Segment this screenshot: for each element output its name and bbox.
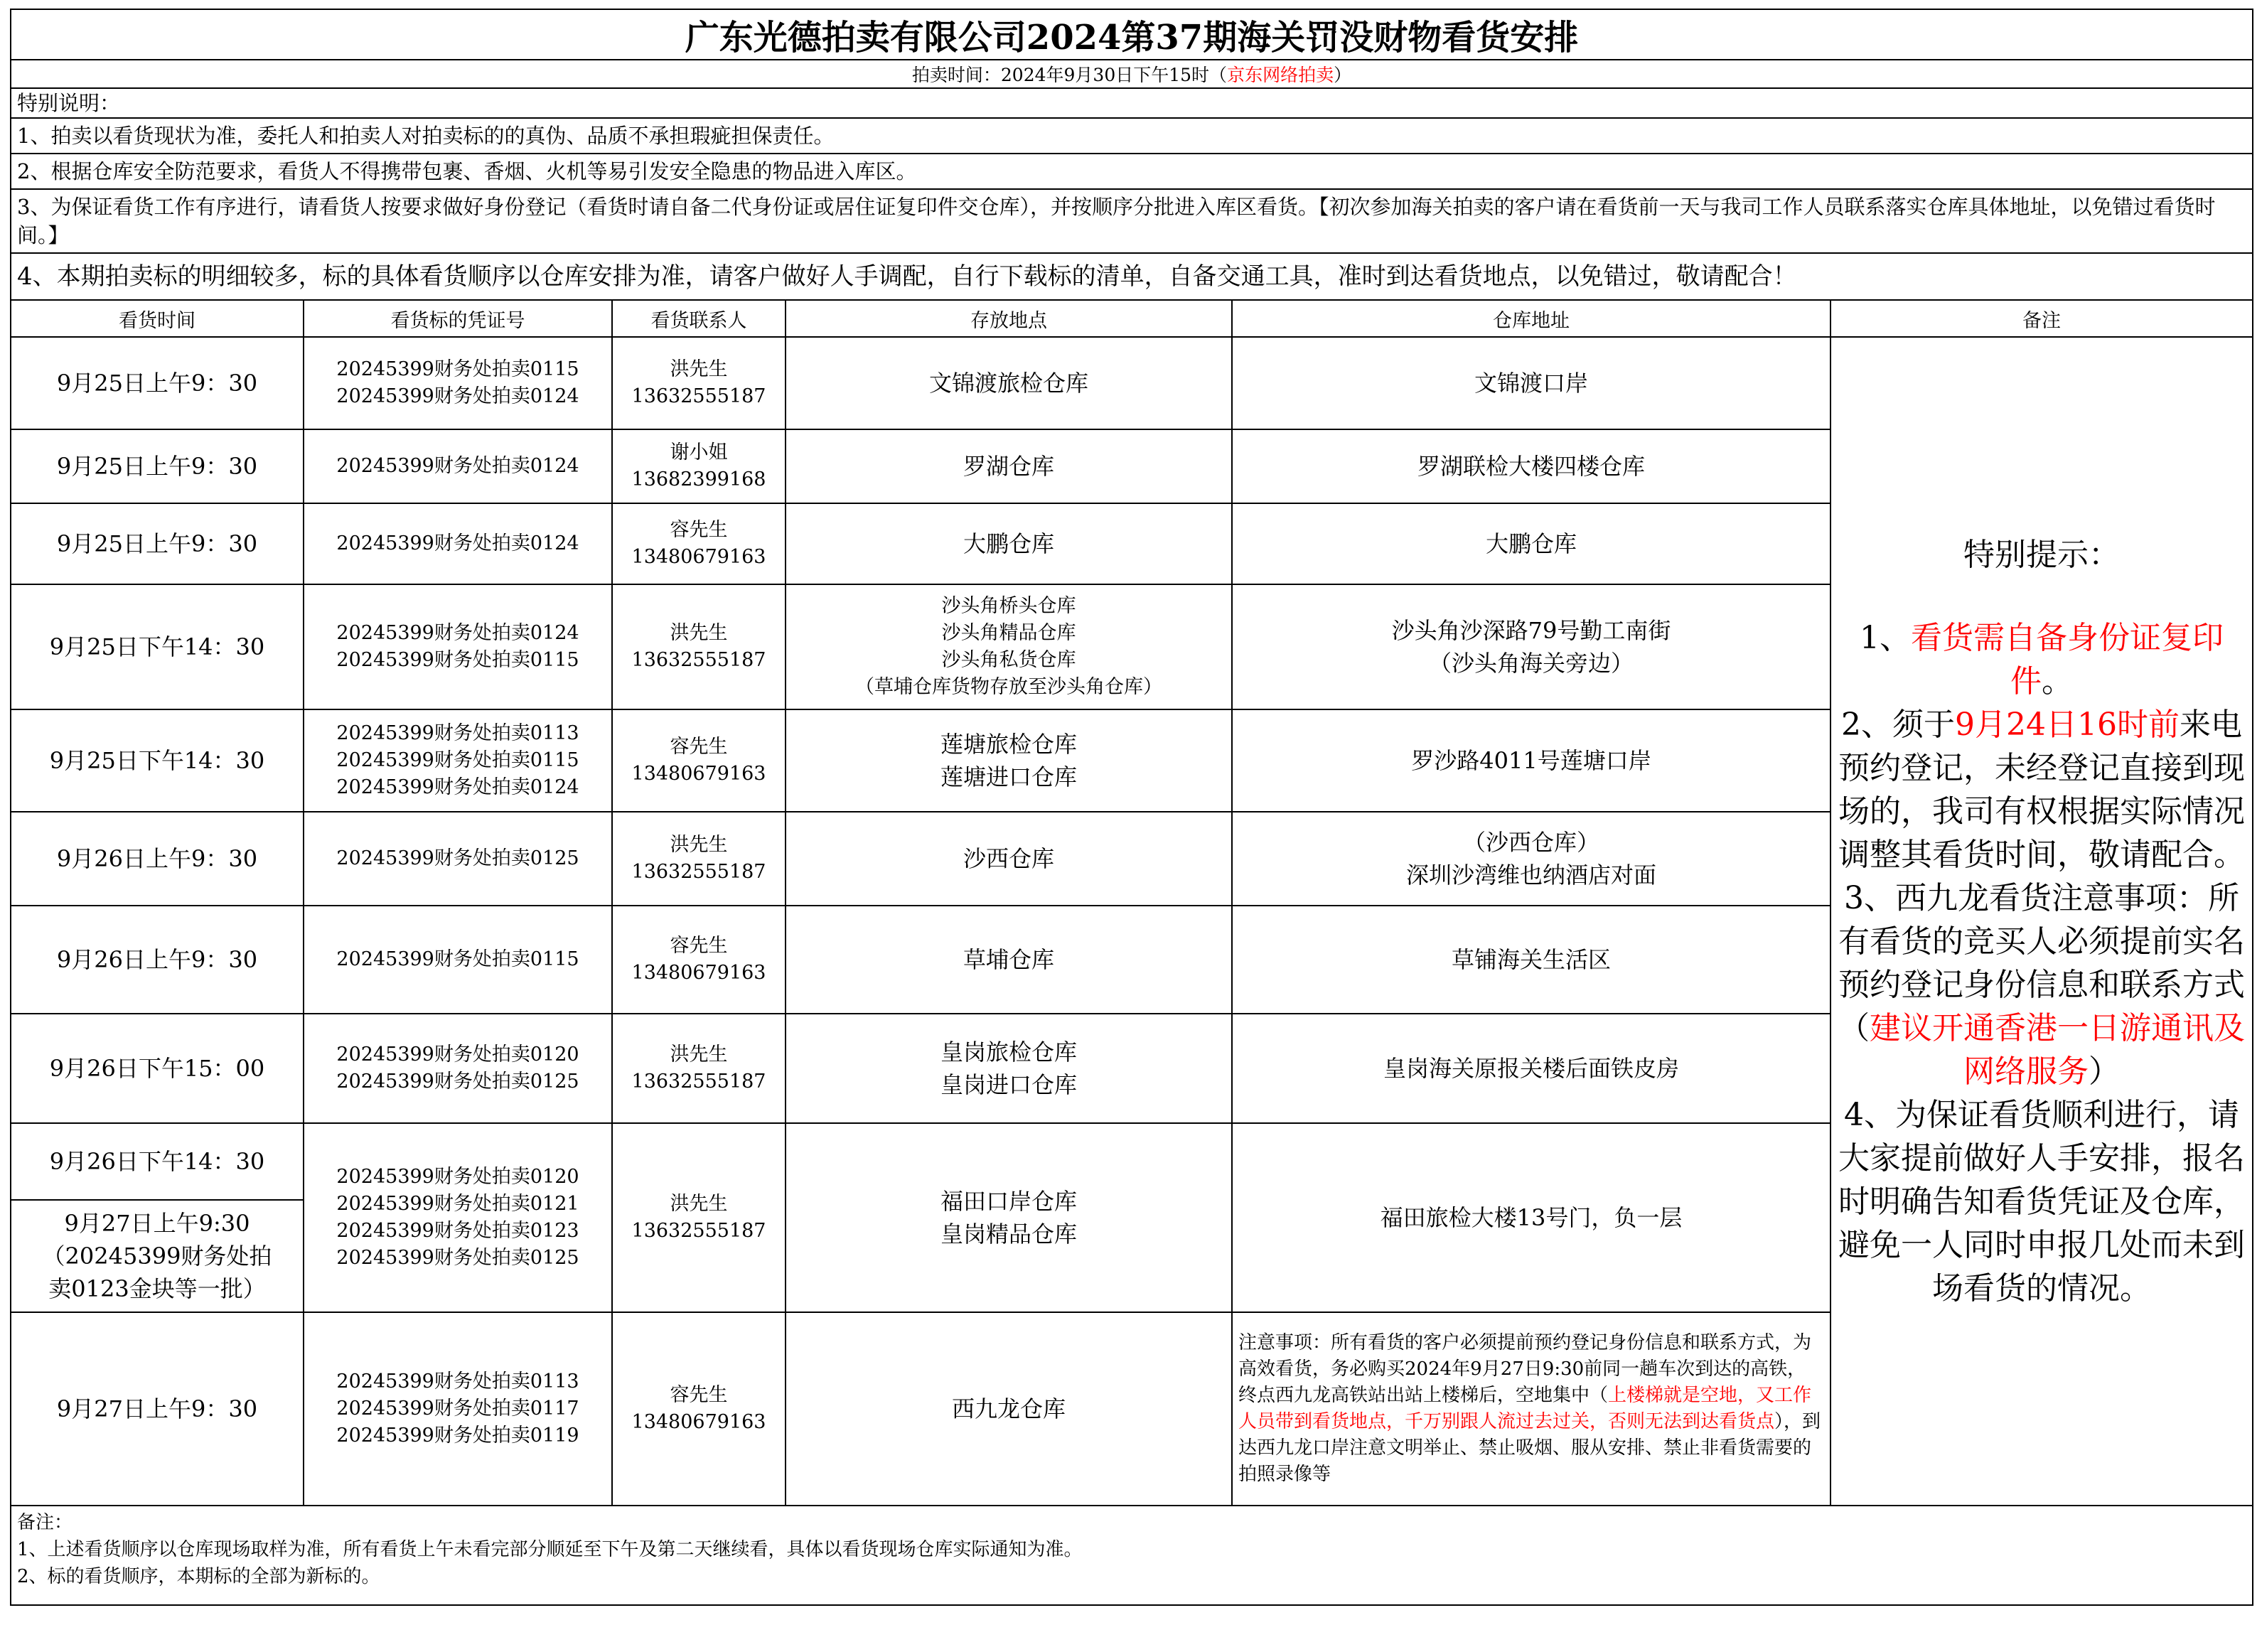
storage-location	[786, 906, 1232, 1014]
header-time: 看货时间	[11, 300, 304, 337]
address-line: （沙西仓库）	[1462, 829, 1599, 856]
view-time	[11, 1123, 304, 1312]
location-line: 莲塘进口仓库	[940, 763, 1077, 790]
storage-location	[786, 429, 1232, 503]
page-title: 广东光德拍卖有限公司2024第37期海关罚没财物看货安排	[11, 9, 2253, 60]
voucher-number: 20245399财务处拍卖0113	[336, 1371, 579, 1393]
view-time-first: 9月26日下午14：30	[11, 1124, 303, 1201]
header-contact: 看货联系人	[612, 300, 786, 337]
location-line: 沙头角私货仓库	[941, 649, 1076, 671]
note-item-4: 4、本期拍卖标的明细较多，标的具体看货顺序以仓库安排为准，请客户做好人手调配，自行下载标的清单，自备交通工具，准时到达看货地点，以免错过，敬请配合！	[11, 253, 2253, 300]
tip-1	[1838, 616, 2245, 703]
voucher-cell	[304, 812, 612, 906]
footer-item-1: 1、上述看货顺序以仓库现场取样为准，所有看货上午未看完部分顺延至下午及第二天继续看，具体以看货现场仓库实际通知为准。	[17, 1539, 1083, 1560]
storage-location	[786, 503, 1232, 584]
footer-item-2: 2、标的看货顺序，本期标的全部为新标的。	[17, 1566, 380, 1587]
schedule-sheet	[10, 9, 2252, 1643]
warehouse-address	[1232, 1123, 1830, 1312]
warehouse-address	[1232, 337, 1830, 429]
note-item-3: 3、为保证看货工作有序进行，请看货人按要求做好身份登记（看货时请自备二代身份证或居住证复印件交仓库），并按顺序分批进入库区看货。【初次参加海关拍卖的客户请在看货前一天与我司工作人员联系落实仓库具体地址，以免错过看货时间。】	[11, 189, 2253, 253]
notice-highlight: 上楼梯就是空地，又工作人员带到看货地点，千万别跟人流过去过关，否则无法到达看货点	[1238, 1385, 1812, 1432]
warehouse-address	[1232, 503, 1830, 584]
contact-name: 洪先生	[670, 1193, 728, 1215]
voucher-cell	[304, 584, 612, 709]
voucher-number: 20245399财务处拍卖0124	[336, 776, 579, 798]
auction-platform: 京东网络拍卖	[1227, 65, 1334, 85]
voucher-number: 20245399财务处拍卖0121	[336, 1193, 579, 1215]
contact-name: 洪先生	[670, 622, 728, 644]
warehouse-address	[1232, 906, 1830, 1014]
voucher-cell	[304, 503, 612, 584]
address-line: 深圳沙湾维也纳酒店对面	[1405, 862, 1656, 889]
warehouse-address	[1232, 709, 1830, 812]
contact-phone: 13682399168	[631, 468, 766, 490]
view-time: 9月25日下午14：30	[11, 709, 304, 812]
location-line: 大鹏仓库	[963, 530, 1054, 557]
contact-cell	[612, 429, 786, 503]
warehouse-address	[1232, 584, 1830, 709]
address-line: 草铺海关生活区	[1451, 946, 1611, 973]
view-time: 9月25日上午9：30	[11, 429, 304, 503]
location-line: （草埔仓库货物存放至沙头角仓库）	[855, 676, 1162, 698]
warehouse-address	[1232, 429, 1830, 503]
location-line: 福田口岸仓库	[940, 1188, 1077, 1215]
contact-name: 洪先生	[670, 834, 728, 856]
contact-name: 谢小姐	[670, 441, 728, 463]
address-line: 罗湖联检大楼四楼仓库	[1417, 453, 1645, 480]
contact-cell	[612, 1123, 786, 1312]
storage-location	[786, 337, 1232, 429]
view-time: 9月25日上午9：30	[11, 503, 304, 584]
note-item-1: 1、拍卖以看货现状为准，委托人和拍卖人对拍卖标的的真伪、品质不承担瑕疵担保责任。	[11, 118, 2253, 154]
contact-name: 容先生	[670, 935, 728, 957]
voucher-cell	[304, 429, 612, 503]
tip-2	[1838, 703, 2245, 876]
tip-3-highlight: 建议开通香港一日游通讯及网络服务	[1870, 1009, 2245, 1090]
storage-location	[786, 812, 1232, 906]
tip-3	[1838, 876, 2245, 1093]
voucher-number: 20245399财务处拍卖0115	[336, 749, 579, 771]
location-line: 罗湖仓库	[963, 453, 1054, 480]
contact-phone: 13632555187	[631, 385, 766, 407]
header-remarks: 备注	[1830, 300, 2253, 337]
address-line: 皇岗海关原报关楼后面铁皮房	[1383, 1055, 1679, 1082]
location-line: 皇岗进口仓库	[940, 1071, 1077, 1098]
auction-time-close: ）	[1334, 65, 1352, 85]
address-line: 罗沙路4011号莲塘口岸	[1411, 747, 1651, 774]
storage-location	[786, 584, 1232, 709]
voucher-cell	[304, 337, 612, 429]
view-time: 9月27日上午9：30	[11, 1312, 304, 1506]
contact-phone: 13480679163	[631, 763, 766, 785]
voucher-number: 20245399财务处拍卖0124	[336, 622, 579, 644]
contact-name: 容先生	[670, 519, 728, 541]
voucher-cell	[304, 1014, 612, 1123]
location-line: 西九龙仓库	[951, 1395, 1066, 1422]
view-time: 9月26日下午15：00	[11, 1014, 304, 1123]
voucher-cell	[304, 1123, 612, 1312]
contact-name: 洪先生	[670, 1044, 728, 1066]
tip-4: 4、为保证看货顺利进行，请大家提前做好人手安排，报名时明确告知看货凭证及仓库，避免一人同时申报几处而未到场看货的情况。	[1838, 1096, 2245, 1307]
address-line: 大鹏仓库	[1485, 530, 1577, 557]
contact-name: 容先生	[670, 736, 728, 758]
address-line: 沙头角沙深路79号勤工南街	[1391, 617, 1671, 644]
footer-remarks	[11, 1506, 2253, 1605]
contact-phone: 13632555187	[631, 649, 766, 671]
notice-text: 注意事项：所有看货的客户必须提前预约登记身份信息和联系方式，为高效看货，务必购买2024年9月27日9:30前同一趟车次到达的高铁，终点西九龙高铁站出站上楼梯后，空地集中（	[1238, 1332, 1812, 1406]
address-line: 文锦渡口岸	[1474, 370, 1588, 397]
view-time-line: 卖0123金块等一批）	[48, 1275, 266, 1302]
footer-heading: 备注：	[17, 1512, 73, 1533]
location-line: 皇岗旅检仓库	[940, 1039, 1077, 1066]
warehouse-address	[1232, 812, 1830, 906]
notes-heading: 特别说明：	[11, 88, 2253, 118]
storage-location	[786, 709, 1232, 812]
note-item-2: 2、根据仓库安全防范要求，看货人不得携带包裹、香烟、火机等易引发安全隐患的物品进入库区。	[11, 154, 2253, 189]
voucher-number: 20245399财务处拍卖0124	[336, 532, 579, 554]
voucher-number: 20245399财务处拍卖0115	[336, 649, 579, 671]
contact-name: 容先生	[670, 1384, 728, 1406]
voucher-number: 20245399财务处拍卖0119	[336, 1425, 579, 1447]
location-line: 沙西仓库	[963, 845, 1054, 872]
address-line: 福田旅检大楼13号门，负一层	[1380, 1204, 1683, 1231]
location-line: 草埔仓库	[963, 946, 1054, 973]
view-time-line: 9月27日上午9:30	[64, 1210, 250, 1237]
tip-2-prefix: 2、须于	[1841, 706, 1955, 743]
contact-cell	[612, 906, 786, 1014]
voucher-cell	[304, 709, 612, 812]
location-line: 沙头角桥头仓库	[941, 595, 1076, 617]
contact-phone: 13632555187	[631, 861, 766, 883]
voucher-number: 20245399财务处拍卖0113	[336, 722, 579, 744]
contact-phone: 13480679163	[631, 546, 766, 568]
contact-cell	[612, 584, 786, 709]
tip-3-suffix: ）	[2089, 1053, 2120, 1090]
tip-3-prefix: 3、西九龙看货注意事项：所有看货的竞买人必须提前实名预约登记身份信息和联系方式（	[1838, 879, 2245, 1046]
voucher-number: 20245399财务处拍卖0123	[336, 1220, 579, 1242]
contact-cell	[612, 1312, 786, 1506]
voucher-number: 20245399财务处拍卖0124	[336, 455, 579, 477]
header-location: 存放地点	[786, 300, 1232, 337]
contact-cell	[612, 709, 786, 812]
tips-heading: 特别提示：	[1963, 536, 2120, 573]
schedule-table	[10, 9, 2253, 1606]
voucher-number: 20245399财务处拍卖0120	[336, 1166, 579, 1188]
contact-phone: 13480679163	[631, 1411, 766, 1433]
view-time-line: （20245399财务处拍	[42, 1243, 272, 1270]
header-address: 仓库地址	[1232, 300, 1830, 337]
contact-cell	[612, 1014, 786, 1123]
voucher-number: 20245399财务处拍卖0125	[336, 1247, 579, 1269]
tip-1-suffix: 。	[2042, 663, 2073, 699]
auction-time	[11, 60, 2253, 88]
voucher-number: 20245399财务处拍卖0125	[336, 847, 579, 869]
special-tips	[1830, 337, 2253, 1506]
contact-cell	[612, 337, 786, 429]
contact-phone: 13632555187	[631, 1071, 766, 1093]
view-time: 9月26日上午9：30	[11, 906, 304, 1014]
xijiulong-notice	[1232, 1312, 1830, 1506]
contact-cell	[612, 812, 786, 906]
voucher-number: 20245399财务处拍卖0124	[336, 385, 579, 407]
location-line: 莲塘旅检仓库	[940, 731, 1077, 758]
voucher-number: 20245399财务处拍卖0115	[336, 948, 579, 970]
warehouse-address	[1232, 1014, 1830, 1123]
auction-time-text: 拍卖时间：2024年9月30日下午15时（	[911, 65, 1228, 85]
voucher-cell	[304, 1312, 612, 1506]
view-time: 9月26日上午9：30	[11, 812, 304, 906]
view-time: 9月25日上午9：30	[11, 337, 304, 429]
contact-phone: 13632555187	[631, 1220, 766, 1242]
table-row	[11, 337, 2253, 429]
storage-location	[786, 1123, 1232, 1312]
view-time-second	[11, 1201, 303, 1312]
tip-2-highlight: 9月24日16时前	[1955, 706, 2180, 743]
notice-text-end: ），到达西九龙口岸注意文明举止、禁止吸烟、服从安排、禁止非看货需要的拍照录像等	[1238, 1411, 1821, 1485]
location-line: 沙头角精品仓库	[941, 622, 1076, 644]
tip-2-suffix: 来电预约登记，未经登记直接到现场的，我司有权根据实际情况调整其看货时间，敬请配合。	[1838, 706, 2245, 873]
tip-1-prefix: 1、	[1860, 619, 1911, 656]
storage-location	[786, 1014, 1232, 1123]
voucher-number: 20245399财务处拍卖0125	[336, 1071, 579, 1093]
storage-location	[786, 1312, 1232, 1506]
location-line: 文锦渡旅检仓库	[928, 370, 1088, 397]
tip-1-highlight: 看货需自备身份证复印件	[1911, 619, 2224, 699]
contact-cell	[612, 503, 786, 584]
location-line: 皇岗精品仓库	[940, 1221, 1077, 1248]
address-line: （沙头角海关旁边）	[1428, 650, 1634, 677]
voucher-number: 20245399财务处拍卖0117	[336, 1398, 579, 1420]
voucher-number: 20245399财务处拍卖0115	[336, 358, 579, 380]
contact-phone: 13480679163	[631, 962, 766, 984]
view-time: 9月25日下午14：30	[11, 584, 304, 709]
header-voucher: 看货标的凭证号	[304, 300, 612, 337]
voucher-cell	[304, 906, 612, 1014]
contact-name: 洪先生	[670, 358, 728, 380]
voucher-number: 20245399财务处拍卖0120	[336, 1044, 579, 1066]
